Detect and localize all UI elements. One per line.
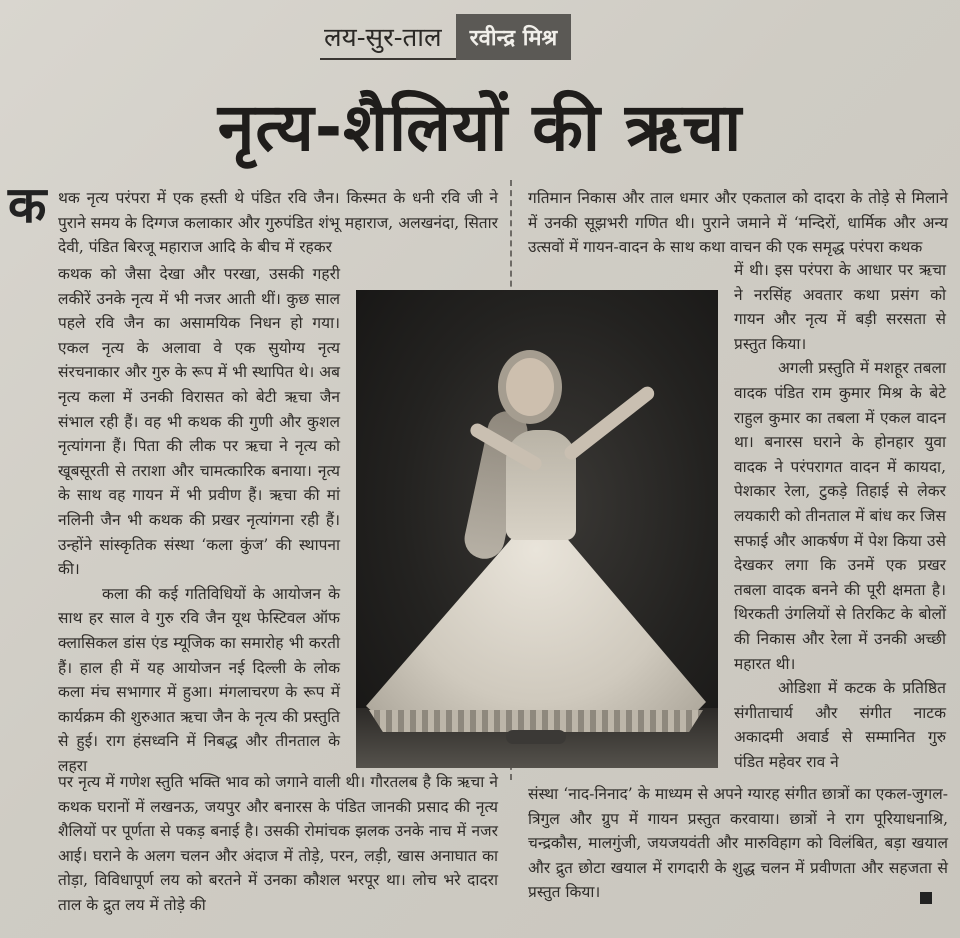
article-paragraph: कथक को जैसा देखा और परखा, उसकी गहरी लकीरें उनके नृत्य में भी नजर आती थीं। कुछ साल पहले रवि जैन का असामयिक निधन हो गया। एकल नृत्य के अलावा वे एक सुयोग्य नृत्य संरचनाकार और गुरु के रूप में भी स्थापित थे। अब नृत्य कला में उनकी विरासत को बेटी ऋचा जैन संभाल रही हैं। वह भी कथक की गुणी और कुशल नृत्यांगना हैं। पिता की लीक पर ऋचा ने नृत्य को खूबसूरती से तराशा और चामत्कारिक बनाया। नृत्य के साथ वह गायन में भी प्रवीण हैं। ऋचा की मां नलिनी जैन भी कथक की प्रखर नृत्यांगना रही हैं। उन्होंने सांस्कृतिक संस्था ‘कला कुंज’ की स्थापना की। xyxy=(58,265,340,579)
dancer-photo xyxy=(356,290,718,768)
dropcap: क xyxy=(8,175,47,234)
column-kicker xyxy=(320,14,571,60)
article-right-top xyxy=(528,186,948,260)
article-right-bottom xyxy=(528,782,948,905)
article-paragraph: संस्था ‘नाद-निनाद’ के माध्यम से अपने ग्यारह संगीत छात्रों का एकल-जुगल-त्रिगुल और ग्रुप में गायन प्रस्तुत करवाया। छात्रों ने राग पूरियाधनाश्रि, चन्द्रकौस, मालगुंजी, जयजयवंती और मारुविहाग को विलंबित, बड़ा खयाल और द्रुत छोटा खयाल में रागदारी के शुद्ध चलन में प्रवीणता और सहजता से प्रस्तुत किया। xyxy=(528,785,948,902)
dancer-skirt xyxy=(366,530,706,730)
end-mark xyxy=(920,892,932,904)
article-paragraph: अगली प्रस्तुति में मशहूर तबला वादक पंडित राम कुमार मिश्र के बेटे राहुल कुमार का तबला में एकल वादन था। बनारस घराने के होनहार युवा वादक ने परंपरागत वादन में कायदा, पेशकार रेला, टुकड़े तिहाई से लेकर लयकारी को तीनताल में बांध कर जिस सफाई और आकर्षण में पेश किया उसे देखकर लगा कि उनमें एक प्रखर तबला वादक बनने की पूरी क्षमता है। थिरकती उंगलियों से तिरकिट के बोलों की निकास और रेला में उनकी अच्छी महारत थी। xyxy=(734,359,946,673)
article-paragraph: थक नृत्य परंपरा में एक हस्ती थे पंडित रवि जैन। किस्मत के धनी रवि जी ने पुराने समय के दिग्गज कलाकार और गुरुपंडित शंभू महाराज, अलखनंदा, सितार देवी, पंडित बिरजू महाराज आदि के बीच में रहकर xyxy=(58,189,498,257)
dancer-feet xyxy=(506,730,566,744)
skirt-border xyxy=(362,710,710,732)
article-paragraph: पर नृत्य में गणेश स्तुति भक्ति भाव को जगाने वाली थी। गौरतलब है कि ऋचा ने कथक घरानों में लखनऊ, जयपुर और बनारस के पंडित जानकी प्रसाद की नृत्य शैलियों पर पूर्णता से पकड़ बनाई है। उसकी रोमांचक झलक उनके नाच में नजर आई। घराने के अलग चलन और अंदाज में तोड़े, परन, लड़ी, खास अनाघात का तोड़ा, विविधापूर्ण लय को बरतने में उनका कौशल भरपूर था। लोच भरे दादरा ताल के द्रुत लय में तोड़े की xyxy=(58,773,498,914)
article-paragraph: ओडिशा में कटक के प्रतिष्ठित संगीताचार्य और संगीत नाटक अकादमी अवार्ड से सम्मानित गुरु पंडित महेवर राव ने xyxy=(734,679,946,771)
dancer-head xyxy=(506,358,554,416)
article-left-top xyxy=(58,186,498,260)
article-paragraph: में थी। इस परंपरा के आधार पर ऋचा ने नरसिंह अवतार कथा प्रसंग को गायन और नृत्य में बड़ी सरसता से प्रस्तुत किया। xyxy=(734,261,946,353)
headline: नृत्य-शैलियों की ऋचा xyxy=(217,89,743,166)
article-paragraph: कला की कई गतिविधियों के आयोजन के साथ हर साल वे गुरु रवि जैन यूथ फेस्टिवल ऑफ क्लासिकल डांस एंड म्यूजिक का समारोह भी करती हैं। हाल ही में यह आयोजन नई दिल्ली के लोक कला मंच सभागार में हुआ। मंगलाचरण के रूप में कार्यक्रम की शुरुआत ऋचा जैन के नृत्य की प्रस्तुति से हुई। राग हंसध्वनि में निबद्ध और तीनताल के लहरा xyxy=(58,584,340,775)
article-paragraph: गतिमान निकास और ताल धमार और एकताल को दादरा के तोड़े से मिलाने में उनकी सूझभरी गणित थी। पुराने जमाने में ‘मन्दिरों, धार्मिक और अन्य उत्सवों में गायन-वादन के साथ कथा वाचन की एक समृद्ध परंपरा कथक xyxy=(528,189,948,257)
author-name: रवीन्द्र मिश्र xyxy=(456,14,572,60)
article-left-bottom xyxy=(58,770,498,918)
column-name: लय-सुर-ताल xyxy=(320,14,456,60)
dancer-right-arm xyxy=(562,384,657,463)
article-right-column xyxy=(734,258,946,774)
article-left-column xyxy=(58,262,340,778)
